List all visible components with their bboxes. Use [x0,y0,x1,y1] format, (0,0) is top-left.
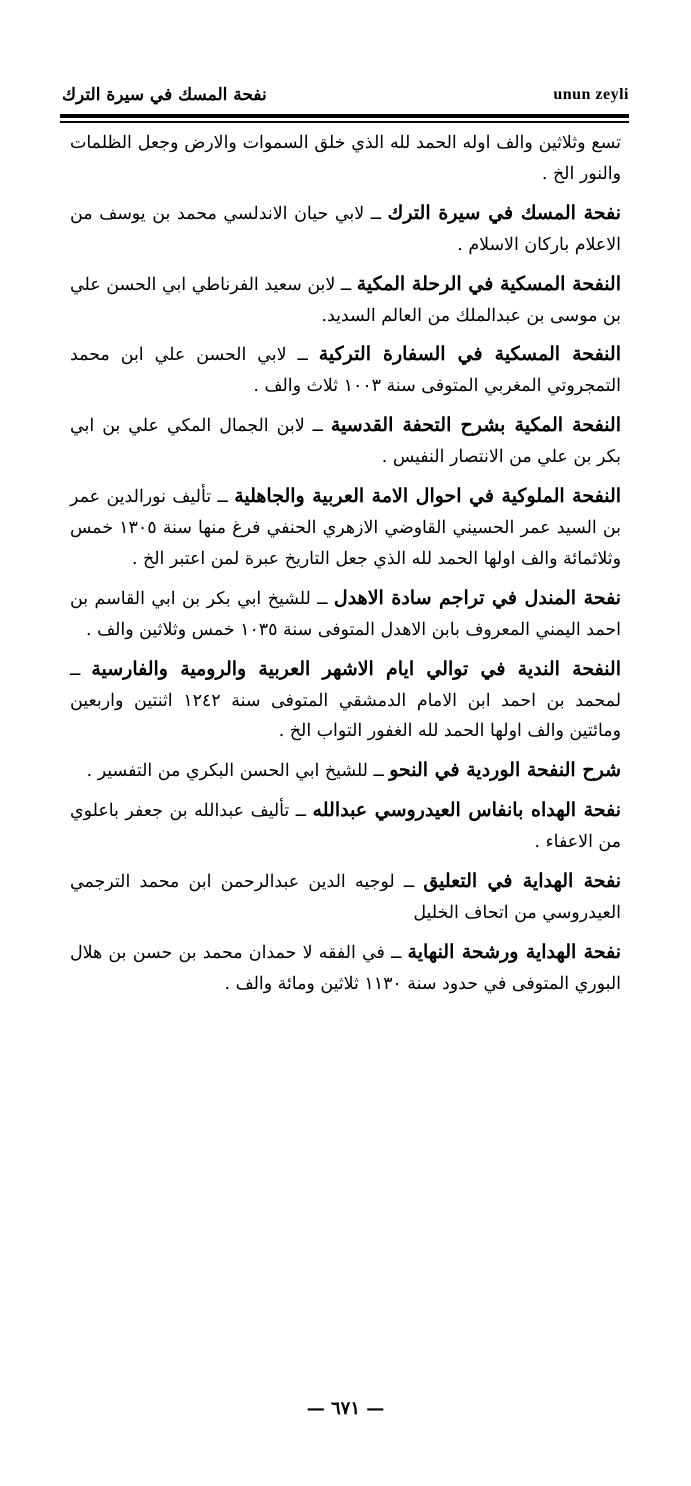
entry-desc: ــ لمحمد بن احمد ابن الامام الدمشقي المتوفى سنة ١٢٤٢ اثنتين واربعين ومائتين والف اولها الحمد لله الغفور التواب الخ . [70,659,621,742]
entry-desc: ــ للشيخ ابي الحسن البكري من التفسير . [86,761,384,782]
entry-title: نفحة الهداه بانفاس العيدروسي عبدالله [312,799,622,822]
running-title: نفحة المسك في سيرة الترك [62,85,267,105]
entry-desc: ــ لابن الجمال المكي علي بن ابي بكر بن علي من الانتصار النفيس . [70,416,621,468]
entry-desc: ــ لابن سعيد الفرناطي ابي الحسن علي بن موسى بن عبدالملك من العالم السديد. [70,274,621,326]
entry-desc: ــ لابي حيان الاندلسي محمد بن يوسف من الاعلام باركان الاسلام . [70,203,621,255]
entry [70,866,621,929]
entry [70,755,621,787]
entry [70,654,621,748]
entry-desc: ــ تأليف عبدالله بن جعفر باعلوي من الاعفاء . [70,801,621,853]
page-header [62,78,629,112]
page-body [70,128,621,1368]
intro-paragraph [70,128,621,190]
page-number: — ٦٧١ — [306,1398,385,1419]
entry-title: النفحة الملوكية في احوال الامة العربية والجاهلية [234,485,622,508]
entry-title: نفحة المسك في سيرة الترك [387,201,621,224]
entry-desc: ــ في الفقه لا حمدان محمد بن حسن بن هلال البوري المتوفى في حدود سنة ١١٣٠ ثلاثين ومائة والف . [70,942,621,994]
header-rule-thin [60,121,629,123]
entry-title: شرح النفحة الوردية في النحو [389,759,621,782]
entry-desc: ــ تأليف نورالدين عمر بن السيد عمر الحسيني القاوضي الازهري الحنفي فرغ منها سنة ١٣٠٥ خمس وثلاثمائة والف اولها الحمد لله الذي جعل التاريخ عبرة لمن اعتبر الخ . [70,487,621,569]
entry [70,481,621,575]
entry-title: النفحة المسكية في الرحلة المكية [356,272,621,295]
entry [70,795,621,858]
entry-title: النفحة المسكية في السفارة التركية [318,343,621,366]
entry [70,339,621,402]
entry-desc: ــ لابي الحسن علي ابن محمد التمجروتي المغربي المتوفى سنة ١٠٠٣ ثلاث والف . [70,345,621,397]
entry-desc: ــ للشيخ ابي بكر بن ابي القاسم بن احمد اليمني المعروف بابن الاهدل المتوفى سنة ١٠٣٥ خمس وثلاثين والف . [70,588,621,640]
entry-title: نفحة الهداية ورشحة النهاية [407,940,621,963]
entry [70,410,621,473]
entry-title: النفحة المكية بشرح التحفة القدسية [330,414,621,437]
header-rule-thick [60,114,629,118]
entry-desc: ــ لوجيه الدين عبدالرحمن ابن محمد الترجمي العيدروسي من اتحاف الخليل [70,872,621,923]
entry [70,583,621,646]
intro-text: تسع وثلاثين والف اوله الحمد لله الذي خلق السموات والارض وجعل الظلمات والنور الخ . [70,133,621,184]
entry-title: نفحة المندل في تراجم سادة الاهدل [333,586,621,609]
latin-mark: unun zeyli [553,86,629,103]
entry-title: النفحة الندية في توالي ايام الاشهر العربية والرومية والفارسية [91,657,622,680]
entry [70,937,621,1000]
entry [70,198,621,261]
entry-title: نفحة الهداية في التعليق [423,870,621,893]
entry [70,269,621,332]
